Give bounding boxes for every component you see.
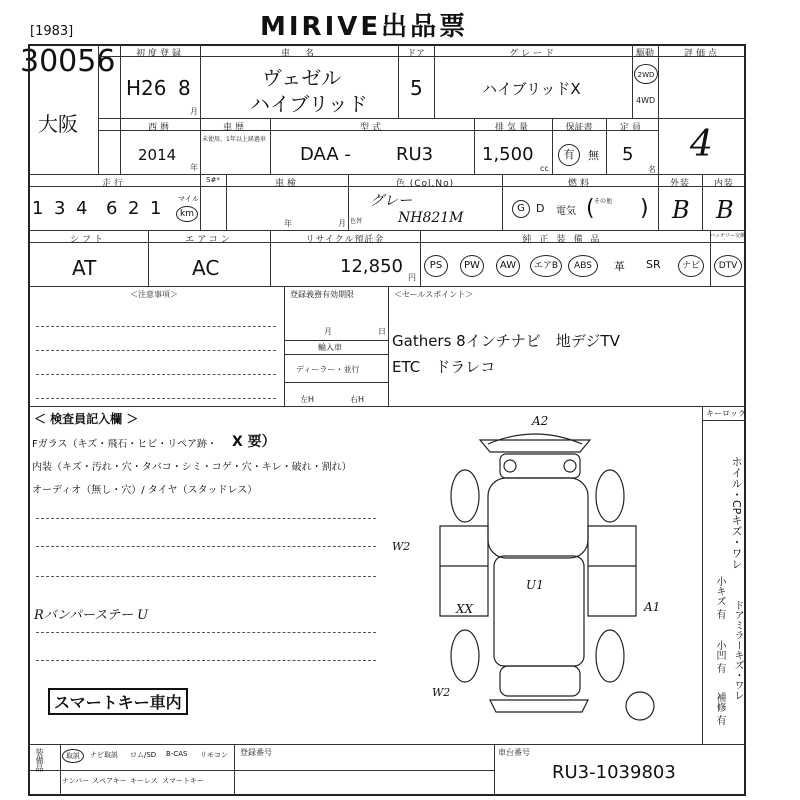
label-history: 車歴 <box>222 123 247 133</box>
sales-label: ＜セールスポイント＞ <box>394 290 474 299</box>
sales-line1: Gathers 8インチナビ 地デジTV <box>392 332 620 350</box>
label-displacement: 排気量 <box>494 123 531 133</box>
equip-dtv: DTV <box>714 255 742 277</box>
insp-month-unit: 月 <box>338 219 346 228</box>
year-value: 2014 <box>138 146 177 164</box>
equip-abs: ABS <box>568 255 598 277</box>
mileage-digit-1: 1 <box>32 198 44 219</box>
equip-sr: SR <box>646 258 661 271</box>
year-unit: 年 <box>190 163 198 172</box>
footer-plate: ナンバー <box>62 777 90 785</box>
import-label: 輸入車 <box>318 343 342 352</box>
label-first-reg: 初度登録 <box>135 49 184 59</box>
yen-unit: 円 <box>408 273 416 282</box>
fuel-diesel: D <box>536 202 545 215</box>
footer-manual: 取説 <box>62 749 84 763</box>
label-capacity: 定員 <box>619 123 644 133</box>
first-reg-era: H26 <box>126 76 167 100</box>
drive-2wd: 2WD <box>634 64 658 84</box>
ac-value: AC <box>192 256 220 280</box>
equip-airbag: エアB <box>530 255 562 277</box>
footer-smart-key: スマートキー <box>162 777 204 785</box>
label-fuel: 燃料 <box>567 179 592 189</box>
capacity-value: 5 <box>622 144 634 165</box>
mileage-digit-3: 4 <box>76 198 88 219</box>
small-dent: 小凹 有 <box>714 640 725 674</box>
location: 大阪 <box>38 112 78 136</box>
insp-year-unit: 年 <box>284 219 292 228</box>
label-year: 西暦 <box>147 123 172 133</box>
label-model: 型式 <box>359 123 384 133</box>
cc-unit: cc <box>540 164 549 173</box>
fuel-gasoline: G <box>512 200 530 218</box>
fuel-paren-close: ) <box>640 196 649 221</box>
chassis-number: RU3-1039803 <box>552 762 676 783</box>
mirror-damage: ドアミラーキズ・ワレ <box>732 600 743 700</box>
label-exterior: 外装 <box>669 179 690 189</box>
equip-pw: PW <box>460 255 484 277</box>
small-scratch: 小キズ 有 <box>714 576 725 620</box>
label-name: 車 名 <box>280 49 317 59</box>
label-warranty: 保証書 <box>565 123 593 133</box>
label-shift: シフト <box>69 235 106 245</box>
smart-key-note: スマートキー車内 <box>48 688 188 715</box>
label-chassis: 車台番号 <box>498 748 530 757</box>
valid-day: 日 <box>378 327 386 336</box>
label-grade: グレード <box>508 49 557 59</box>
sheet-title: MIRIVE出品票 <box>260 12 469 42</box>
label-drive: 駆動 <box>635 49 654 59</box>
displacement-value: 1,500 <box>482 144 534 165</box>
diagram-a2-top: A2 <box>532 414 549 428</box>
equip-aw: AW <box>496 255 520 277</box>
inspector-line3: オーディオ（無し・穴）/ タイヤ（スタッドレス） <box>32 485 258 496</box>
s-mark: S#* <box>206 176 220 184</box>
label-ac: エアコン <box>185 235 233 245</box>
valid-month: 月 <box>324 327 332 336</box>
inspector-line2: 内装（キズ・汚れ・穴・タバコ・シミ・コゲ・穴・キレ・破れ・割れ） <box>32 462 352 473</box>
car-name-line1: ヴェゼル <box>262 66 342 90</box>
footer-bcas: B-CAS <box>166 750 188 758</box>
warranty-no: 無 <box>588 149 599 162</box>
equip-ps: PS <box>424 255 448 277</box>
label-equipment: 純正装備品 <box>522 235 608 245</box>
interior-grade: B <box>716 196 734 224</box>
dealer-parallel: ディーラー・並行 <box>296 365 360 374</box>
color-name: グレー <box>370 193 412 209</box>
right-hand: 右H <box>350 395 365 404</box>
grade-value: ハイブリッドX <box>482 80 581 98</box>
mileage-digit-6: 1 <box>150 198 162 219</box>
diagram-a1: A1 <box>644 600 661 614</box>
footer-navi-manual: ナビ取説 <box>90 751 118 759</box>
fuel-paren-open: ( <box>586 196 595 221</box>
label-mileage: 走行 <box>101 179 126 189</box>
diagram-w2-bottom: W2 <box>432 686 451 699</box>
model-code: RU3 <box>396 144 434 165</box>
footer-spare-key: スペアキー <box>92 777 127 785</box>
label-interior: 内装 <box>713 179 734 189</box>
color-prefix: 色替 <box>350 218 363 225</box>
equip-leather: 革 <box>614 260 625 273</box>
lot-prefix: [1983] <box>30 24 74 39</box>
left-hand: 左H <box>300 395 315 404</box>
caution-label: ＜注意事項＞ <box>130 290 178 299</box>
lot-number: 30056 <box>20 44 116 79</box>
inspector-title: ＜ 検査員記入欄 ＞ <box>34 412 139 426</box>
fuel-electric: 電気 <box>556 206 576 217</box>
inspector-line1-mark: X 要） <box>232 434 276 450</box>
mileage-digit-4: 6 <box>106 198 118 219</box>
km-label: km <box>176 206 198 222</box>
footer-remote: リモコン <box>200 751 228 759</box>
inspector-line1: Fガラス（キズ・飛石・ヒビ・リペア跡・ <box>32 439 218 450</box>
label-score: 評価点 <box>683 49 720 59</box>
drive-4wd: 4WD <box>636 96 656 105</box>
recycle-value: 12,850 <box>340 256 403 277</box>
fuel-other: その他 <box>594 198 613 205</box>
mileage-digit-5: 2 <box>128 198 140 219</box>
label-equip-footer: 装備品 <box>35 748 44 772</box>
label-doors: ドア <box>407 49 425 59</box>
model-prefix: DAA - <box>300 144 351 165</box>
diagram-u1: U1 <box>526 578 544 592</box>
mileage-digit-2: 3 <box>54 198 66 219</box>
label-inspection: 車検 <box>274 179 299 189</box>
warranty-yes: 有 <box>558 144 580 166</box>
sales-line2: ETC ドラレコ <box>392 358 496 376</box>
diagram-xx: XX <box>456 602 474 616</box>
month-unit: 月 <box>190 107 198 116</box>
color-code: NH821M <box>398 210 464 226</box>
footer-rom-sd: ロム/SD <box>130 751 157 759</box>
car-name-line2: ハイブリッド <box>250 92 368 116</box>
mile-label: マイル <box>178 195 199 203</box>
equip-navi: ナビ <box>678 255 704 277</box>
first-reg-month: 8 <box>178 76 191 100</box>
score-value: 4 <box>690 124 713 165</box>
label-recycle: リサイクル預託金 <box>305 235 385 245</box>
label-color: 色 (Col.No) <box>395 179 455 189</box>
label-reg-no: 登録番号 <box>240 748 272 757</box>
exterior-grade: B <box>672 196 690 224</box>
valid-label: 登録義務有効期限 <box>290 290 354 299</box>
history-note: 未使用、1年以上経過車 <box>202 136 266 143</box>
wheel-damage: ホイル・CPキズ・ワレ <box>730 456 743 570</box>
key-lock-label: キーロック <box>706 409 746 418</box>
diagram-w2-left: W2 <box>392 540 411 553</box>
person-unit: 名 <box>648 165 656 174</box>
label-battery: バッテリー交換 <box>710 233 746 239</box>
repair-mark: 補修 有 <box>714 692 725 726</box>
footer-keyless: キーレス <box>130 777 158 785</box>
doors-value: 5 <box>410 76 423 100</box>
inspector-note: Rバンパーステー U <box>34 608 149 623</box>
shift-value: AT <box>72 256 97 280</box>
